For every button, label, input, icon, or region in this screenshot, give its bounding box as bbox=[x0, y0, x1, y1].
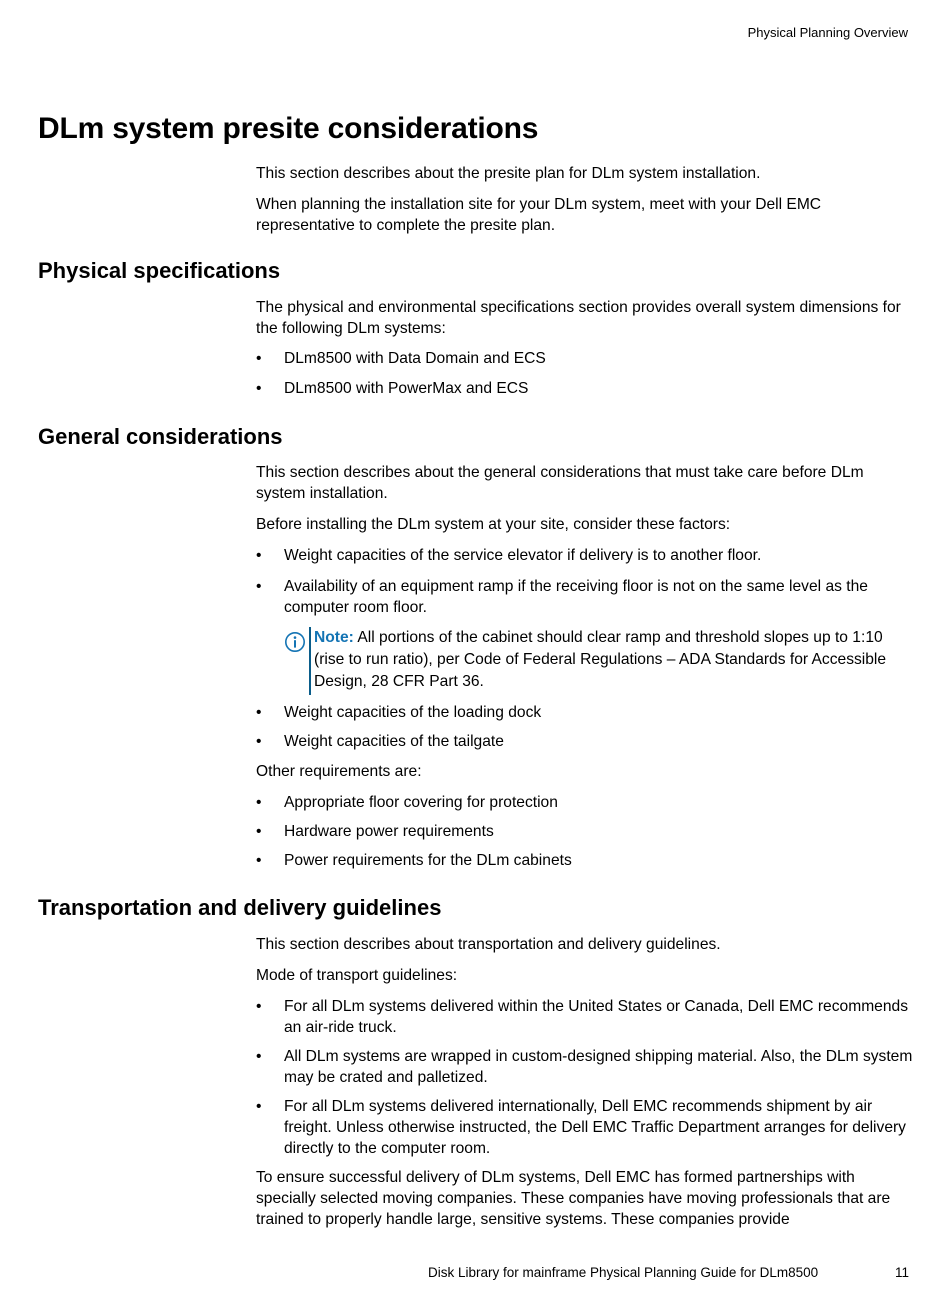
running-head: Physical Planning Overview bbox=[747, 25, 908, 40]
intro-paragraph-2: When planning the installation site for your DLm system, meet with your Dell EMC representative to complete the presite plan. bbox=[256, 196, 822, 234]
list-item-text: DLm8500 with Data Domain and ECS bbox=[284, 350, 546, 367]
list-item bbox=[256, 1046, 916, 1088]
list-item-text: Availability of an equipment ramp if the receiving floor is not on the same level as the computer room floor. bbox=[284, 578, 868, 616]
list-item-text: DLm8500 with PowerMax and ECS bbox=[284, 380, 529, 397]
list-item-text: Appropriate floor covering for protection bbox=[284, 794, 558, 811]
section-heading-physical-specifications: Physical specifications bbox=[38, 258, 281, 283]
list-item bbox=[256, 996, 916, 1038]
bullet: • bbox=[256, 733, 262, 750]
bullet: • bbox=[256, 794, 262, 811]
page-number: 11 bbox=[895, 1265, 910, 1280]
section-heading-transportation: Transportation and delivery guidelines bbox=[38, 895, 442, 920]
list-item bbox=[256, 850, 916, 871]
list-item bbox=[256, 792, 916, 813]
list-item-text: Power requirements for the DLm cabinets bbox=[284, 852, 572, 869]
bullet: • bbox=[256, 1098, 262, 1115]
list-item bbox=[256, 1096, 916, 1159]
note-callout bbox=[284, 627, 914, 695]
transportation-paragraph-2: Mode of transport guidelines: bbox=[256, 967, 458, 984]
list-item-text: All DLm systems are wrapped in custom-designed shipping material. Also, the DLm system may be crated and palletized. bbox=[284, 1048, 913, 1086]
info-icon bbox=[284, 631, 306, 653]
note-text bbox=[314, 627, 912, 693]
list-item bbox=[256, 576, 916, 618]
note-label: Note: bbox=[314, 629, 354, 646]
bullet: • bbox=[256, 998, 262, 1015]
list-item bbox=[256, 731, 916, 752]
bullet: • bbox=[256, 1048, 262, 1065]
list-item-text: For all DLm systems delivered within the United States or Canada, Dell EMC recommends an air-ride truck. bbox=[284, 998, 908, 1036]
general-considerations-paragraph-1: This section describes about the general considerations that must take care before DLm system installation. bbox=[256, 464, 864, 502]
list-item bbox=[256, 348, 916, 369]
bullet: • bbox=[256, 823, 262, 840]
note-body: All portions of the cabinet should clear ramp and threshold slopes up to 1:10 (rise to run ratio), per Code of Federal Regulations – ADA Standards for Accessible Design, 28 CFR Part 36. bbox=[314, 629, 887, 690]
bullet: • bbox=[256, 350, 262, 367]
list-item-text: Weight capacities of the loading dock bbox=[284, 704, 542, 721]
general-considerations-paragraph-2: Before installing the DLm system at your site, consider these factors: bbox=[256, 516, 731, 533]
page-title: DLm system presite considerations bbox=[38, 112, 539, 145]
footer-document-title: Disk Library for mainframe Physical Planning Guide for DLm8500 bbox=[428, 1265, 819, 1280]
bullet: • bbox=[256, 704, 262, 721]
list-item-text: Hardware power requirements bbox=[284, 823, 494, 840]
bullet: • bbox=[256, 578, 262, 595]
note-divider bbox=[309, 627, 311, 695]
list-item bbox=[256, 821, 916, 842]
other-requirements-label: Other requirements are: bbox=[256, 763, 422, 780]
intro-paragraph-1: This section describes about the presite plan for DLm system installation. bbox=[256, 165, 761, 182]
bullet: • bbox=[256, 852, 262, 869]
list-item bbox=[256, 702, 916, 723]
section-heading-general-considerations: General considerations bbox=[38, 424, 283, 449]
list-item bbox=[256, 545, 916, 566]
bullet: • bbox=[256, 547, 262, 564]
list-item-text: Weight capacities of the service elevator if delivery is to another floor. bbox=[284, 547, 762, 564]
list-item-text: For all DLm systems delivered internationally, Dell EMC recommends shipment by air freight. Unless otherwise instructed, the Dell EMC Traffic Department arranges for delivery directly to the computer room. bbox=[284, 1098, 906, 1157]
list-item bbox=[256, 378, 916, 399]
bullet: • bbox=[256, 380, 262, 397]
list-item-text: Weight capacities of the tailgate bbox=[284, 733, 504, 750]
transportation-paragraph-1: This section describes about transportation and delivery guidelines. bbox=[256, 936, 721, 953]
transportation-paragraph-3: To ensure successful delivery of DLm systems, Dell EMC has formed partnerships with specially selected moving companies. These companies have moving professionals that are trained to properly handle large, sensitive systems. These companies provide bbox=[256, 1169, 891, 1228]
physical-specifications-paragraph: The physical and environmental specifications section provides overall system dimensions for the following DLm systems: bbox=[256, 299, 901, 337]
